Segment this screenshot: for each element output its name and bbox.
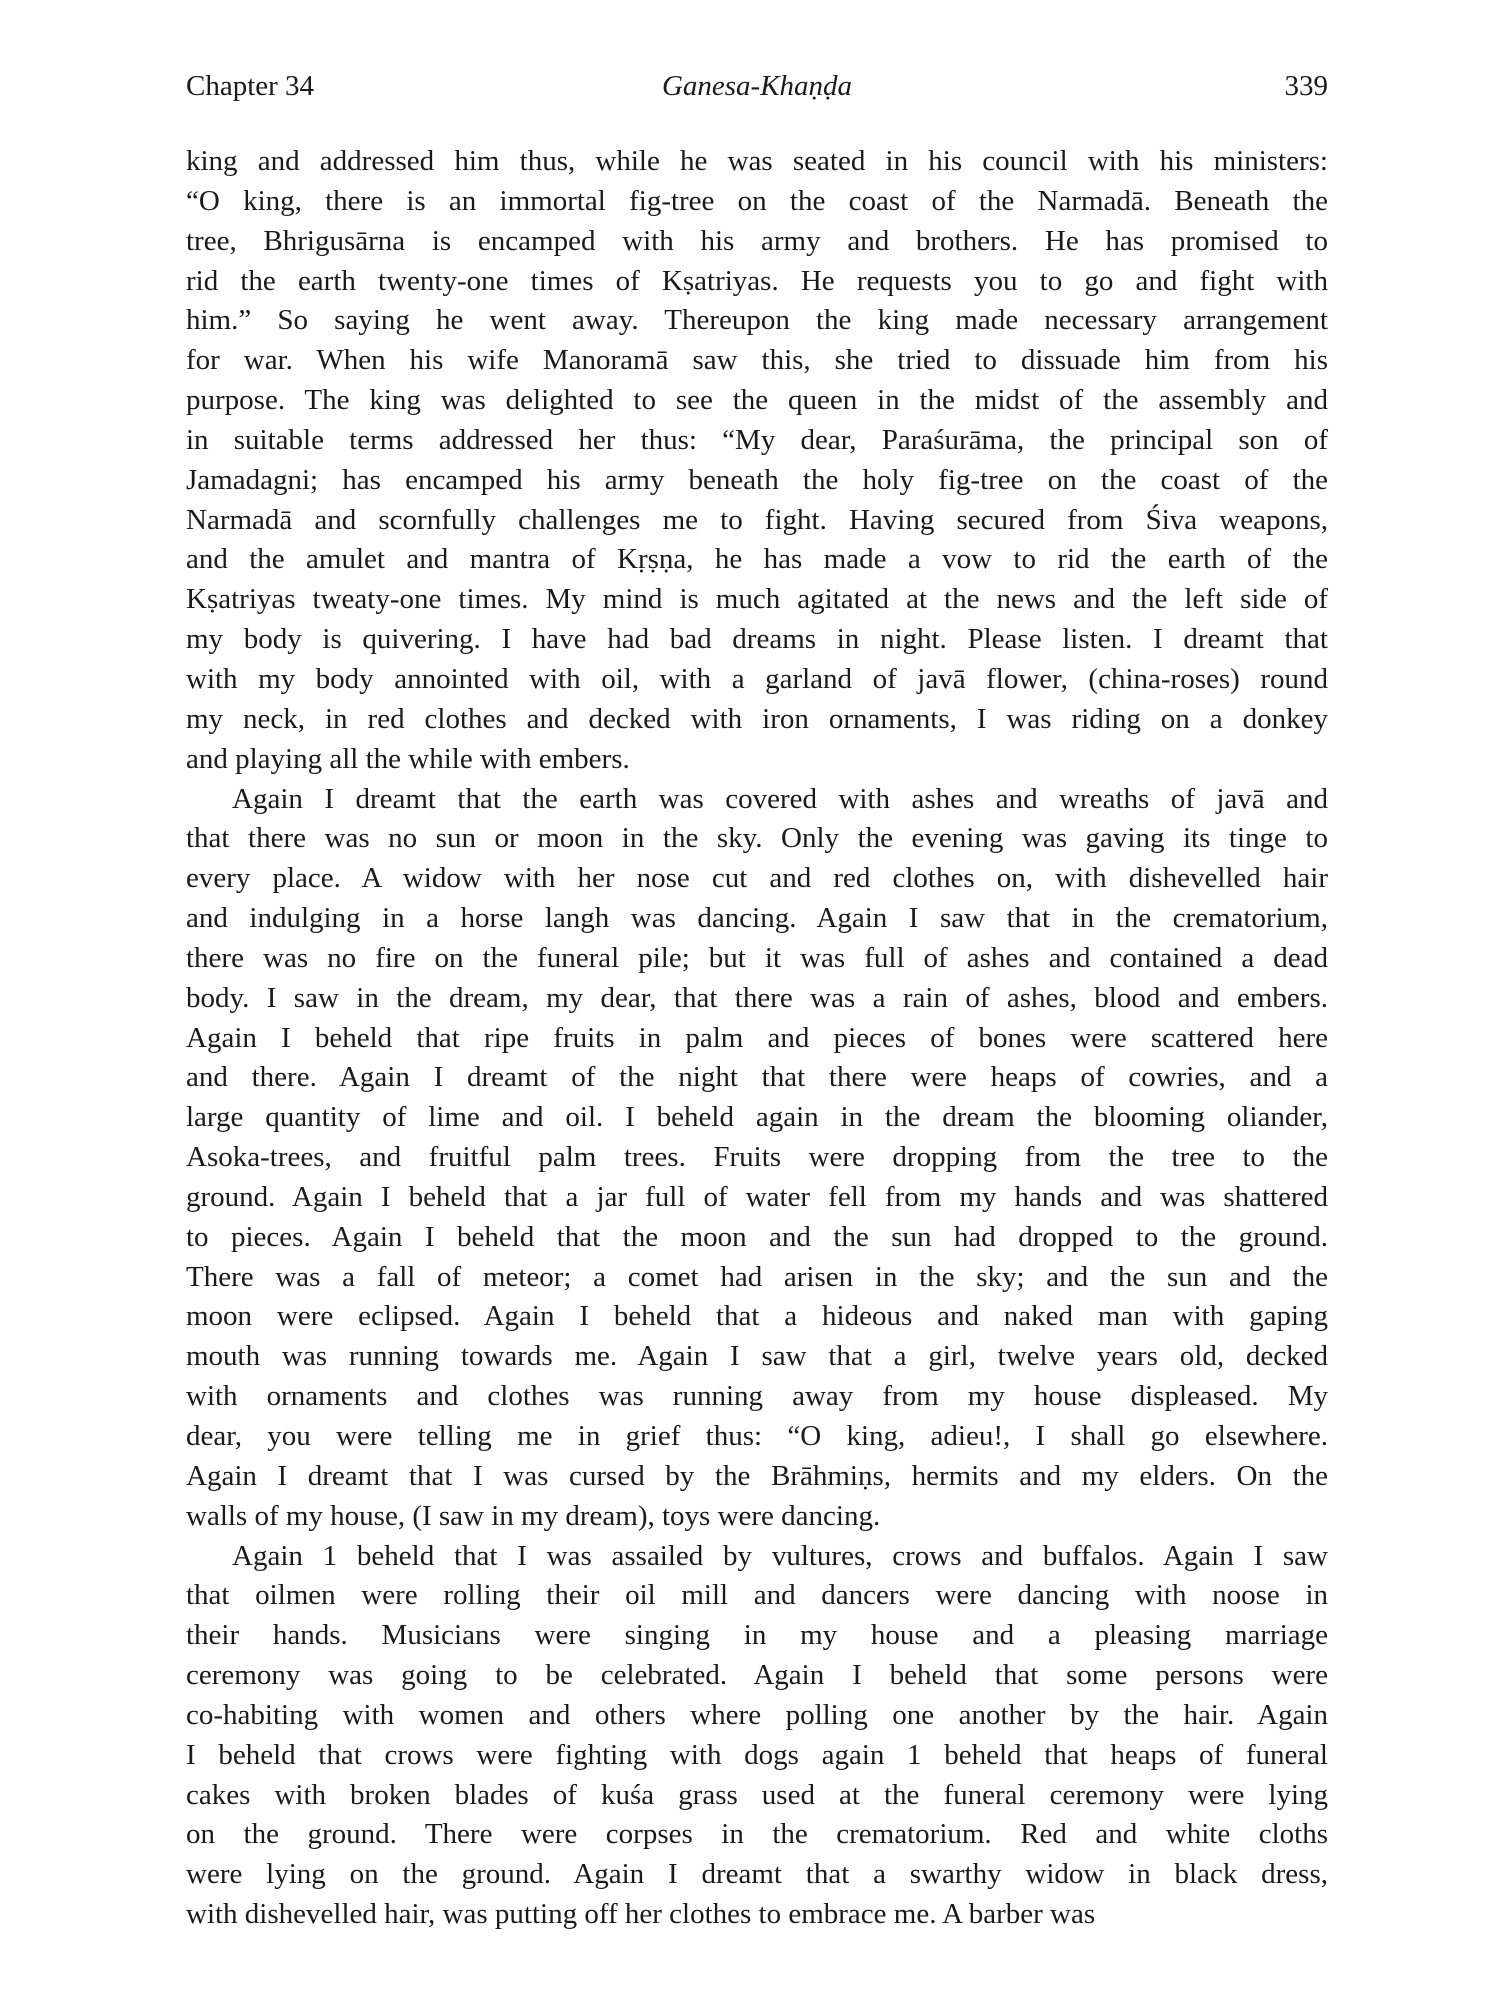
text-line: mouth was running towards me. Again I saw that a girl, twelve years old, decked xyxy=(186,1340,1328,1373)
text-line: “O king, there is an immortal fig-tree on the coast of the Narmadā. Beneath the xyxy=(186,184,1328,217)
section-title: Ganesa-Khaṇḍa xyxy=(661,70,853,102)
text-line: Again I dreamt that the earth was covered with ashes and wreaths of javā and xyxy=(232,782,1328,815)
page-number: 339 xyxy=(1284,70,1328,102)
running-head xyxy=(186,62,1328,110)
text-line: and playing all the while with embers. xyxy=(186,742,630,775)
text-line: ceremony was going to be celebrated. Again I beheld that some persons were xyxy=(186,1659,1328,1692)
text-line: my neck, in red clothes and decked with iron ornaments, I was riding on a donkey xyxy=(186,702,1328,735)
text-line: in suitable terms addressed her thus: “My dear, Paraśurāma, the principal son of xyxy=(186,423,1328,456)
text-line: every place. A widow with her nose cut and red clothes on, with dishevelled hair xyxy=(186,862,1328,895)
text-line: moon were eclipsed. Again I beheld that a hideous and naked man with gaping xyxy=(186,1300,1328,1333)
text-line: Asoka-trees, and fruitful palm trees. Fruits were dropping from the tree to the xyxy=(186,1141,1328,1174)
text-line: and there. Again I dreamt of the night that there were heaps of cowries, and a xyxy=(186,1061,1328,1094)
text-line: with ornaments and clothes was running away from my house displeased. My xyxy=(186,1380,1328,1413)
book-page xyxy=(186,62,1328,1935)
text-line: tree, Bhrigusārna is encamped with his army and brothers. He has promised to xyxy=(186,224,1328,257)
text-line: Again I beheld that ripe fruits in palm and pieces of bones were scattered here xyxy=(186,1021,1328,1054)
text-line: Kṣatriyas tweaty-one times. My mind is much agitated at the news and the left side of xyxy=(186,583,1328,616)
text-line: Again I dreamt that I was cursed by the Brāhmiṇs, hermits and my elders. On the xyxy=(186,1459,1328,1492)
text-line: on the ground. There were corpses in the crematorium. Red and white cloths xyxy=(186,1818,1328,1851)
text-line: There was a fall of meteor; a comet had arisen in the sky; and the sun and the xyxy=(186,1260,1328,1293)
text-line: Jamadagni; has encamped his army beneath the holy fig-tree on the coast of the xyxy=(186,463,1328,496)
text-line: co-habiting with women and others where polling one another by the hair. Again xyxy=(186,1698,1328,1731)
text-line: rid the earth twenty-one times of Kṣatriyas. He requests you to go and fight with xyxy=(186,264,1328,297)
text-line: Again 1 beheld that I was assailed by vultures, crows and buffalos. Again I saw xyxy=(232,1539,1328,1572)
text-line: and the amulet and mantra of Kṛṣṇa, he has made a vow to rid the earth of the xyxy=(186,543,1328,576)
text-line: king and addressed him thus, while he was seated in his council with his ministers: xyxy=(186,145,1328,177)
chapter-label: Chapter 34 xyxy=(186,70,315,102)
text-line: were lying on the ground. Again I dreamt that a swarthy widow in black dress, xyxy=(186,1858,1328,1891)
text-line: that oilmen were rolling their oil mill and dancers were dancing with noose in xyxy=(186,1579,1328,1612)
text-line: I beheld that crows were fighting with dogs again 1 beheld that heaps of funeral xyxy=(186,1738,1328,1771)
text-line: walls of my house, (I saw in my dream), toys were dancing. xyxy=(186,1499,881,1532)
text-line: that there was no sun or moon in the sky. Only the evening was gaving its tinge to xyxy=(186,822,1328,855)
text-line: purpose. The king was delighted to see the queen in the midst of the assembly and xyxy=(186,384,1328,417)
body-text xyxy=(186,142,1328,1935)
text-line: to pieces. Again I beheld that the moon and the sun had dropped to the ground. xyxy=(186,1220,1328,1253)
text-line: Narmadā and scornfully challenges me to fight. Having secured from Śiva weapons, xyxy=(186,503,1328,536)
text-line: there was no fire on the funeral pile; but it was full of ashes and contained a dead xyxy=(186,941,1328,974)
text-line: my body is quivering. I have had bad dreams in night. Please listen. I dreamt that xyxy=(186,623,1328,656)
text-line: with dishevelled hair, was putting off her clothes to embrace me. A barber was xyxy=(186,1898,1096,1931)
text-line: cakes with broken blades of kuśa grass used at the funeral ceremony were lying xyxy=(186,1778,1328,1811)
text-line: body. I saw in the dream, my dear, that there was a rain of ashes, blood and embers. xyxy=(186,981,1328,1014)
text-line: dear, you were telling me in grief thus: “O king, adieu!, I shall go elsewhere. xyxy=(186,1420,1328,1452)
text-line: for war. When his wife Manoramā saw this, she tried to dissuade him from his xyxy=(186,344,1328,377)
text-line: large quantity of lime and oil. I beheld again in the dream the blooming oliander, xyxy=(186,1101,1328,1134)
text-line: ground. Again I beheld that a jar full of water fell from my hands and was shattered xyxy=(186,1180,1328,1213)
text-line: with my body annointed with oil, with a garland of javā flower, (china-roses) round xyxy=(186,662,1328,695)
text-line: their hands. Musicians were singing in my house and a pleasing marriage xyxy=(186,1619,1328,1652)
text-line: him.” So saying he went away. Thereupon the king made necessary arrangement xyxy=(186,304,1328,337)
text-line: and indulging in a horse langh was dancing. Again I saw that in the crematorium, xyxy=(186,902,1328,935)
